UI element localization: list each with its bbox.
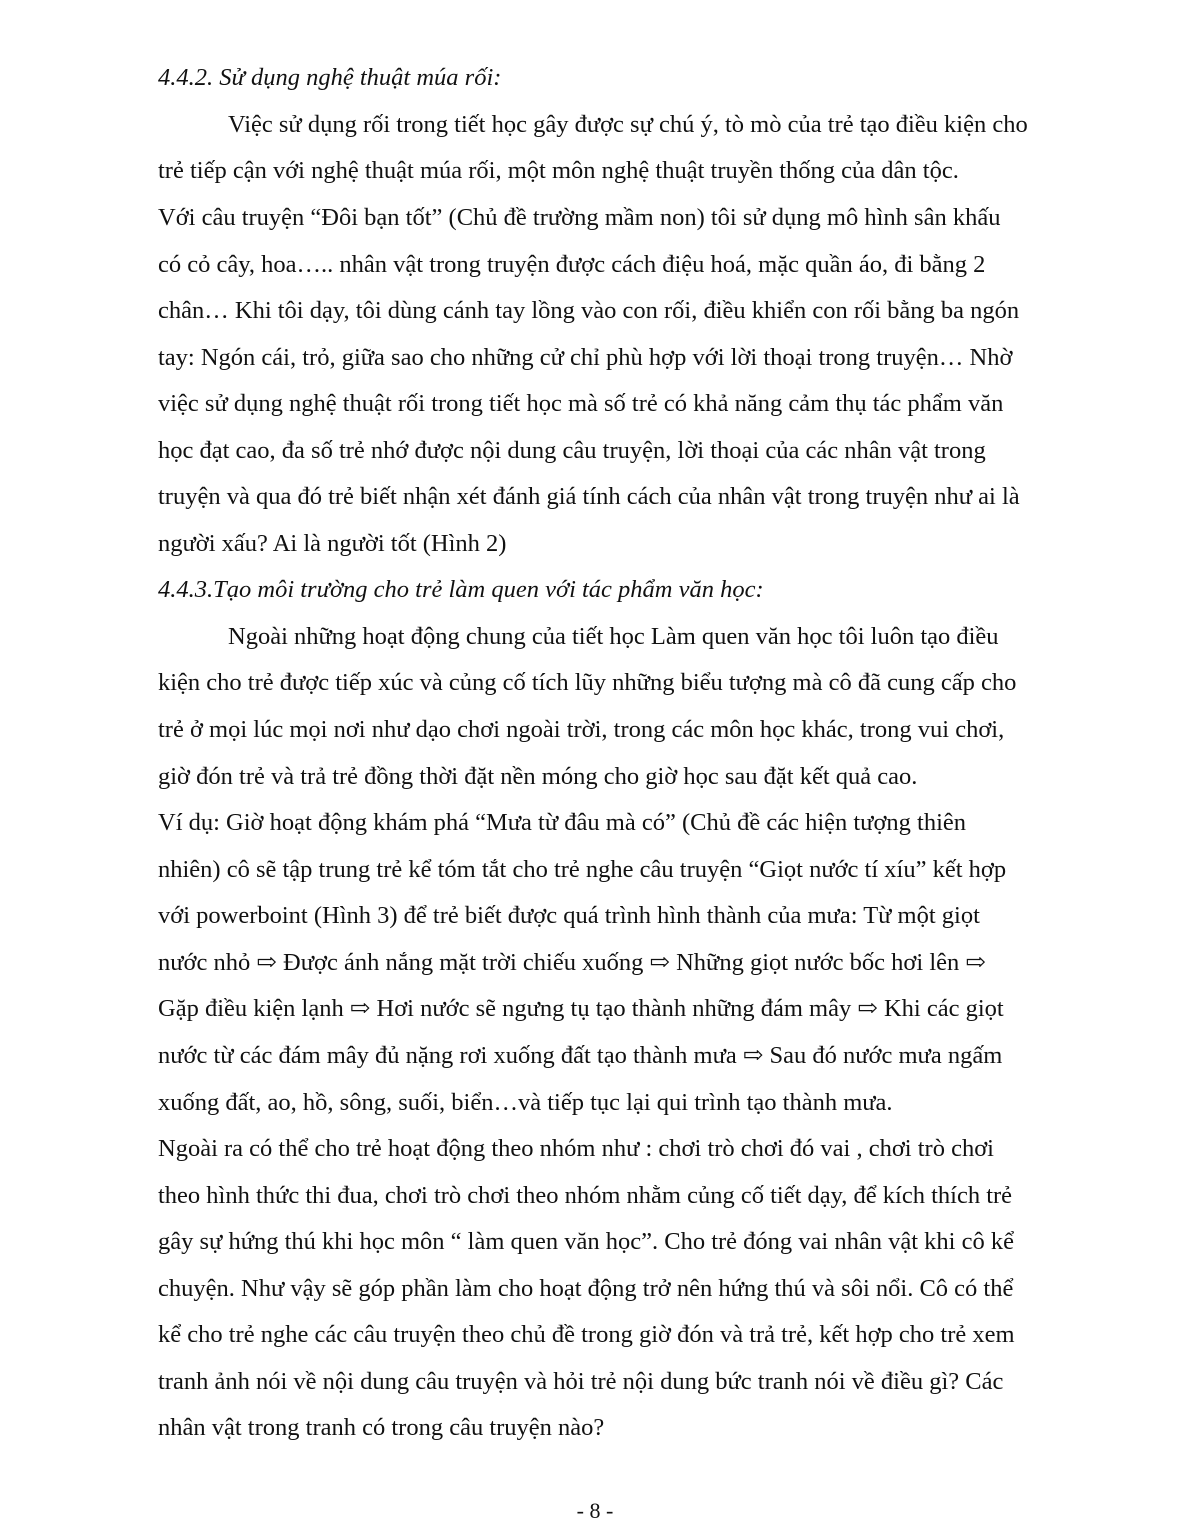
- paragraph-line: Với câu truyện “Đôi bạn tốt” (Chủ đề trường mầm non) tôi sử dụng mô hình sân khấu: [158, 204, 1001, 231]
- paragraph-line: nước nhỏ ⇨ Được ánh nắng mặt trời chiếu xuống ⇨ Những giọt nước bốc hơi lên ⇨: [158, 949, 986, 976]
- paragraph-line: học đạt cao, đa số trẻ nhớ được nội dung câu truyện, lời thoại của các nhân vật trong: [158, 437, 986, 464]
- paragraph-line: xuống đất, ao, hồ, sông, suối, biển…và tiếp tục lại qui trình tạo thành mưa.: [158, 1089, 893, 1116]
- paragraph-line: nhân vật trong tranh có trong câu truyện nào?: [158, 1414, 605, 1441]
- paragraph-line: tay: Ngón cái, trỏ, giữa sao cho những cử chỉ phù hợp với lời thoại trong truyện… Nhờ: [158, 344, 1013, 371]
- paragraph-line: kể cho trẻ nghe các câu truyện theo chủ đề trong giờ đón và trả trẻ, kết hợp cho trẻ xem: [158, 1321, 1015, 1348]
- paragraph-line: gây sự hứng thú khi học môn “ làm quen văn học”. Cho trẻ đóng vai nhân vật khi cô kể: [158, 1228, 1014, 1255]
- paragraph-line: việc sử dụng nghệ thuật rối trong tiết học mà số trẻ có khả năng cảm thụ tác phẩm văn: [158, 390, 1004, 417]
- paragraph-line: nhiên) cô sẽ tập trung trẻ kể tóm tắt cho trẻ nghe câu truyện “Giọt nước tí xíu” kết hợp: [158, 856, 1007, 883]
- paragraph-line: với powerboint (Hình 3) để trẻ biết được quá trình hình thành của mưa: Từ một giọt: [158, 902, 980, 929]
- paragraph-line: Gặp điều kiện lạnh ⇨ Hơi nước sẽ ngưng tụ tạo thành những đám mây ⇨ Khi các giọt: [158, 995, 1004, 1022]
- section-heading-4-4-3: 4.4.3.Tạo môi trường cho trẻ làm quen với tác phẩm văn học:: [158, 576, 764, 603]
- paragraph-line: Việc sử dụng rối trong tiết học gây được sự chú ý, tò mò của trẻ tạo điều kiện cho: [228, 111, 1028, 138]
- paragraph-line: người xấu? Ai là người tốt (Hình 2): [158, 530, 507, 557]
- paragraph-line: Ví dụ: Giờ hoạt động khám phá “Mưa từ đâu mà có” (Chủ đề các hiện tượng thiên: [158, 809, 967, 836]
- page-number: - 8 -: [576, 1498, 614, 1523]
- paragraph-line: kiện cho trẻ được tiếp xúc và củng cố tích lũy những biểu tượng mà cô đã cung cấp cho: [158, 669, 1017, 696]
- paragraph-line: truyện và qua đó trẻ biết nhận xét đánh giá tính cách của nhân vật trong truyện như ai là: [158, 483, 1020, 510]
- section-heading-4-4-2: 4.4.2. Sử dụng nghệ thuật múa rối:: [158, 64, 502, 91]
- paragraph-line: tranh ảnh nói về nội dung câu truyện và hỏi trẻ nội dung bức tranh nói về điều gì? Các: [158, 1368, 1004, 1395]
- paragraph-line: chuyện. Như vậy sẽ góp phần làm cho hoạt động trở nên hứng thú và sôi nổi. Cô có thể: [158, 1275, 1014, 1302]
- paragraph-line: chân… Khi tôi dạy, tôi dùng cánh tay lồng vào con rối, điều khiển con rối bằng ba ngón: [158, 297, 1020, 324]
- paragraph-line: Ngoài ra có thể cho trẻ hoạt động theo nhóm như : chơi trò chơi đó vai , chơi trò chơi: [158, 1135, 994, 1162]
- paragraph-line: có cỏ cây, hoa….. nhân vật trong truyện được cách điệu hoá, mặc quần áo, đi bằng 2: [158, 251, 986, 278]
- paragraph-line: trẻ tiếp cận với nghệ thuật múa rối, một môn nghệ thuật truyền thống của dân tộc.: [158, 157, 959, 184]
- paragraph-line: giờ đón trẻ và trả trẻ đồng thời đặt nền móng cho giờ học sau đặt kết quả cao.: [158, 763, 918, 790]
- paragraph-line: trẻ ở mọi lúc mọi nơi như dạo chơi ngoài trời, trong các môn học khác, trong vui chơi,: [158, 716, 1005, 743]
- paragraph-line: nước từ các đám mây đủ nặng rơi xuống đất tạo thành mưa ⇨ Sau đó nước mưa ngấm: [158, 1042, 1003, 1069]
- paragraph-line: Ngoài những hoạt động chung của tiết học Làm quen văn học tôi luôn tạo điều: [228, 623, 999, 650]
- paragraph-line: theo hình thức thi đua, chơi trò chơi theo nhóm nhằm củng cố tiết dạy, để kích thích trẻ: [158, 1182, 1013, 1209]
